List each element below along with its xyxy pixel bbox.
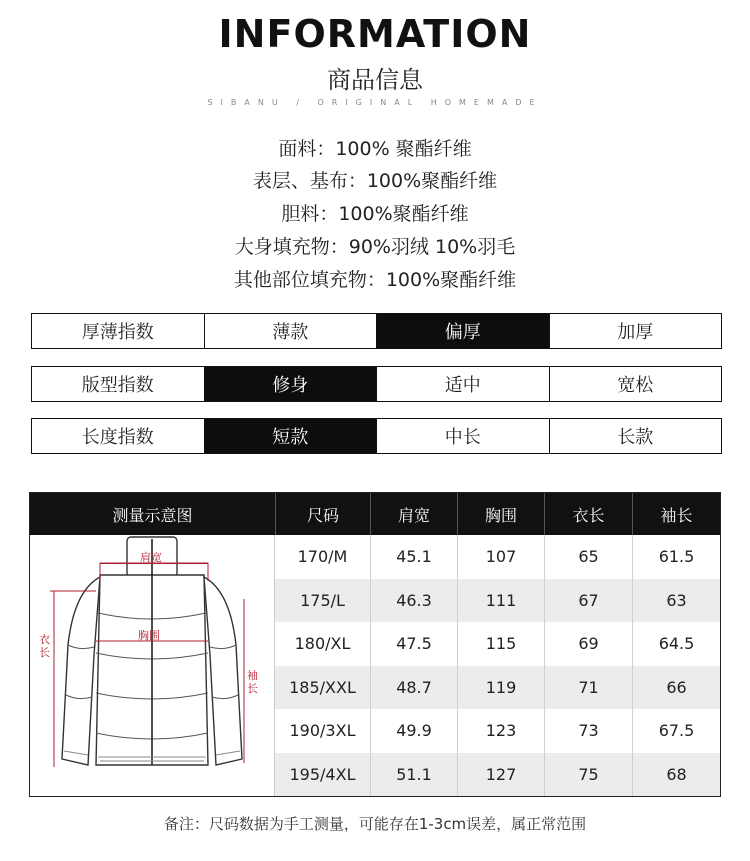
cell-sleeve: 67.5 <box>632 709 720 753</box>
cell-chest: 127 <box>457 753 544 797</box>
index-label: 厚薄指数 <box>81 322 154 343</box>
index-option[interactable]: 中长 <box>376 419 549 453</box>
spec-line: 表层、基布：100%聚酯纤维 <box>252 170 498 192</box>
cell-chest: 107 <box>457 535 544 579</box>
measurement-diagram <box>30 535 275 796</box>
cell-chest: 115 <box>457 622 544 666</box>
cell-shoulder: 51.1 <box>370 753 457 797</box>
table-row <box>275 666 720 710</box>
cell-length: 75 <box>544 753 632 797</box>
table-row <box>275 753 720 797</box>
table-row <box>275 535 720 579</box>
shoulder-label: 肩宽 <box>140 551 162 564</box>
cell-size: 195/4XL <box>289 764 356 784</box>
cell-shoulder: 47.5 <box>370 622 457 666</box>
table-row <box>275 579 720 623</box>
table-row <box>275 709 720 753</box>
sleeve-label: 袖长 <box>247 669 258 695</box>
size-rows <box>275 535 720 796</box>
cell-sleeve: 61.5 <box>632 535 720 579</box>
index-option[interactable]: 偏厚 <box>376 314 549 348</box>
table-header <box>30 493 720 535</box>
cell-length: 73 <box>544 709 632 753</box>
cell-sleeve: 63 <box>632 579 720 623</box>
index-label: 版型指数 <box>81 375 154 396</box>
header-size: 尺码 <box>275 493 370 535</box>
page-title: INFORMATION <box>218 12 532 56</box>
header-diagram: 测量示意图 <box>112 505 193 525</box>
page-subtitle: 商品信息 <box>327 66 423 94</box>
cell-sleeve: 64.5 <box>632 622 720 666</box>
measurement-note: 备注：尺码数据为手工测量，可能存在1-3cm误差，属正常范围 <box>163 815 587 833</box>
index-option[interactable]: 适中 <box>376 367 549 401</box>
index-option[interactable]: 短款 <box>204 419 377 453</box>
length-index <box>31 418 722 454</box>
cell-size: 175/L <box>300 590 345 610</box>
spec-line: 胆料：100%聚酯纤维 <box>281 203 469 225</box>
header-sleeve: 袖长 <box>632 493 720 535</box>
index-option[interactable]: 加厚 <box>549 314 722 348</box>
spec-line: 面料：100% 聚酯纤维 <box>278 138 472 160</box>
spec-line: 大身填充物：90%羽绒 10%羽毛 <box>234 236 516 258</box>
cell-shoulder: 46.3 <box>370 579 457 623</box>
cell-size: 170/M <box>297 547 348 567</box>
size-table <box>29 492 721 797</box>
cell-sleeve: 66 <box>632 666 720 710</box>
cell-shoulder: 48.7 <box>370 666 457 710</box>
cell-chest: 111 <box>457 579 544 623</box>
cell-size: 190/3XL <box>289 721 356 741</box>
cell-length: 71 <box>544 666 632 710</box>
index-option[interactable]: 长款 <box>549 419 722 453</box>
spec-line: 其他部位填充物：100%聚酯纤维 <box>233 269 517 291</box>
index-option[interactable]: 薄款 <box>204 314 377 348</box>
jacket-illustration <box>30 535 275 796</box>
index-option[interactable]: 修身 <box>204 367 377 401</box>
length-label: 衣长 <box>39 633 50 659</box>
fit-index <box>31 366 722 402</box>
index-label: 长度指数 <box>81 427 154 448</box>
thickness-index <box>31 313 722 349</box>
cell-size: 180/XL <box>294 634 351 654</box>
cell-length: 67 <box>544 579 632 623</box>
header-length: 衣长 <box>544 493 632 535</box>
header-chest: 胸围 <box>457 493 544 535</box>
cell-shoulder: 45.1 <box>370 535 457 579</box>
table-row <box>275 622 720 666</box>
cell-size: 185/XXL <box>289 677 356 697</box>
header-shoulder: 肩宽 <box>370 493 457 535</box>
cell-chest: 119 <box>457 666 544 710</box>
cell-chest: 123 <box>457 709 544 753</box>
cell-sleeve: 68 <box>632 753 720 797</box>
index-option[interactable]: 宽松 <box>549 367 722 401</box>
cell-length: 65 <box>544 535 632 579</box>
cell-length: 69 <box>544 622 632 666</box>
cell-shoulder: 49.9 <box>370 709 457 753</box>
chest-label: 胸围 <box>138 629 160 642</box>
brand-tagline: SIBANU / ORIGINAL HOMEMADE <box>207 98 543 107</box>
